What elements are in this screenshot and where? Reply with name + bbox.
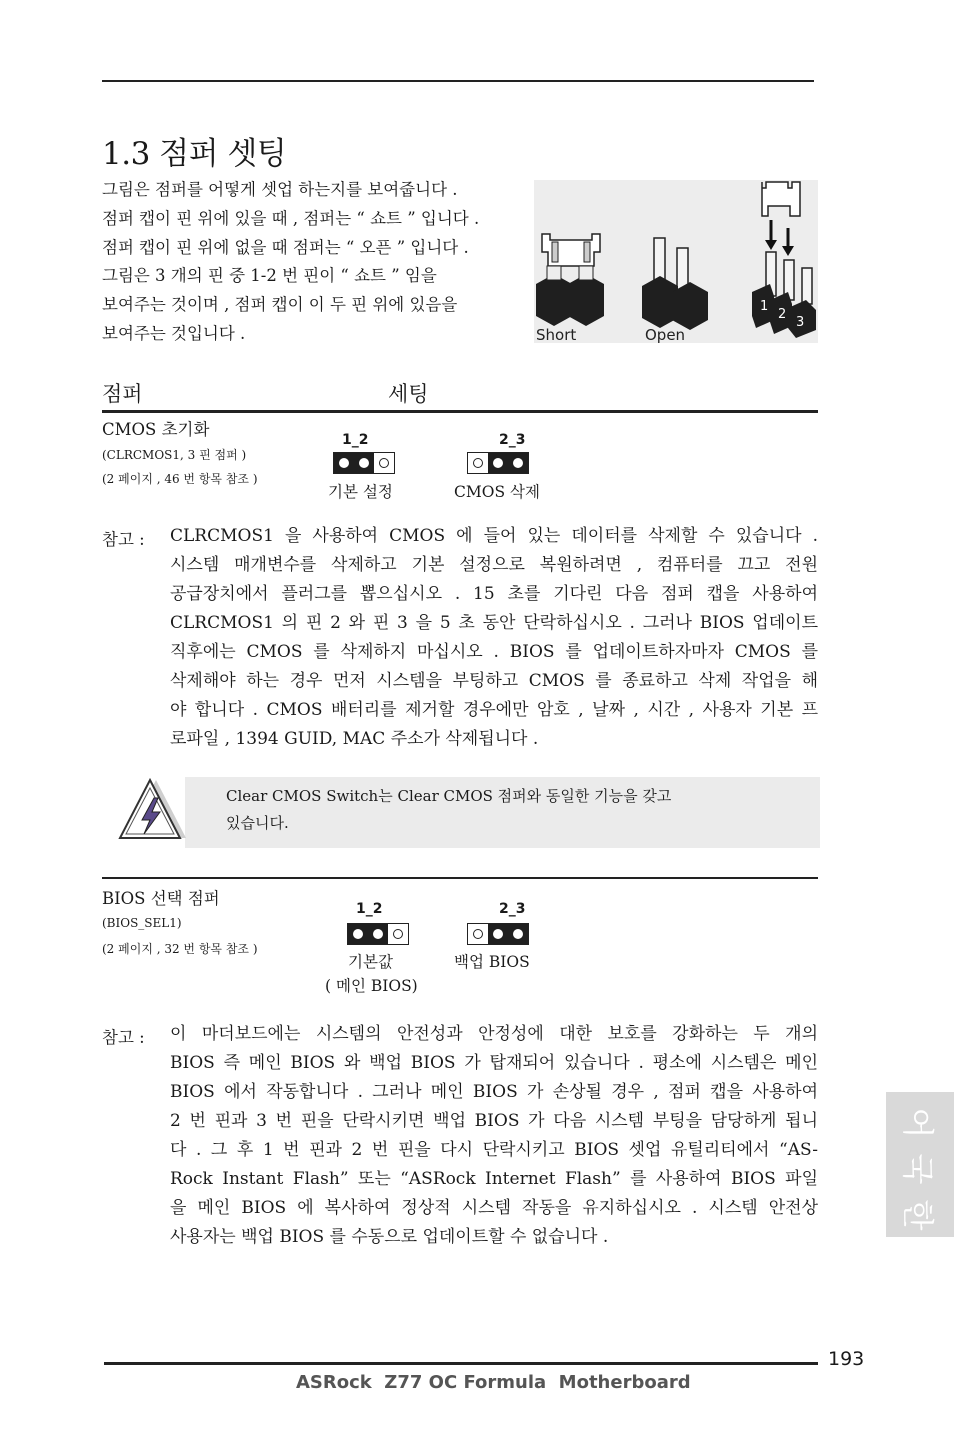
note-label: 참고 : [102, 530, 145, 549]
note-line: 을 메인 BIOS 에 복사하여 정상적 시스템 작동을 유지하십시오 . 시스템 안전상 [170, 1198, 818, 1218]
note-label: 참고 : [102, 1028, 145, 1047]
pin-number: 3 [796, 315, 805, 330]
bios-backup-jumper [467, 923, 529, 945]
open-label: Open [645, 326, 686, 343]
cmos-default-label: 기본 설정 [328, 483, 393, 501]
three-pin-jumper-graphic [752, 182, 816, 338]
table-header-setting: 세팅 [388, 382, 429, 406]
cmos-jumper-name: CMOS 초기화 [102, 420, 210, 439]
note-line: Rock Instant Flash” 또는 “ASRock Internet Flash” 를 사용하여 BIOS 파일 [170, 1169, 818, 1189]
pin-capped [488, 453, 508, 473]
note-line: 다 . 그 후 1 번 핀과 2 번 핀을 다시 단락시키고 BIOS 셋업 유틸리티에서 “AS- [170, 1140, 818, 1160]
callout-text [226, 783, 671, 837]
intro-paragraph [102, 176, 542, 349]
bios-default-sublabel: ( 메인 BIOS) [325, 977, 418, 995]
note-line: CLRCMOS1 을 사용하여 CMOS 에 들어 있는 데이터를 삭제할 수 있습니다 . [170, 526, 818, 546]
note-line: CLRCMOS1 의 핀 2 와 핀 3 을 5 초 동안 단락하십시오 . 그러나 BIOS 업데이트 [170, 613, 818, 633]
pin-label-2-3: 2_3 [499, 901, 526, 917]
intro-line: 보여주는 것이며 , 점퍼 캡이 이 두 핀 위에 있음을 [102, 295, 458, 315]
callout-line: Clear CMOS Switch는 Clear CMOS 점퍼와 동일한 기능을 갖고 [226, 787, 672, 805]
note-line: BIOS 에서 작동합니다 . 그러나 메인 BIOS 가 손상될 경우 , 점퍼 캡을 사용하여 [170, 1082, 818, 1102]
cmos-page-ref: (2 페이지 , 46 번 항목 참조 ) [102, 472, 258, 486]
pin-number: 1 [760, 299, 769, 314]
open-jumper-graphic [642, 238, 708, 330]
page-number: 193 [828, 1348, 865, 1370]
side-tab-char: 어 [899, 1107, 937, 1139]
note-line: 2 번 핀과 3 번 핀을 단락시키면 백업 BIOS 가 다음 시스템 부팅을 담당하게 됩니 [170, 1111, 818, 1131]
pin-capped [488, 924, 508, 944]
jumper-illustration [534, 180, 818, 343]
pin-open [468, 453, 488, 473]
bios-backup-label: 백업 BIOS [454, 953, 530, 971]
short-jumper-graphic [536, 234, 604, 326]
cmos-clear-label: CMOS 삭제 [454, 483, 540, 501]
note-line: 사용자는 백업 BIOS 를 수동으로 업데이트할 수 없습니다 . [170, 1227, 609, 1247]
pin-capped [348, 924, 368, 944]
bios-default-jumper [347, 923, 409, 945]
note-line: 직후에는 CMOS 를 삭제하지 마십시오 . BIOS 를 업데이트하자마자 CMOS 를 [170, 642, 818, 662]
pin-capped [334, 453, 354, 473]
callout-line: 있습니다. [226, 814, 289, 832]
bios-jumper-name: BIOS 선택 점퍼 [102, 889, 220, 908]
pin-capped [354, 453, 374, 473]
cmos-note-body [170, 522, 818, 754]
bios-section-rule [102, 877, 818, 879]
pin-label-2-3: 2_3 [499, 432, 526, 448]
table-header-jumper: 점퍼 [102, 382, 143, 406]
footer-product-name: ASRock Z77 OC Formula Motherboard [296, 1372, 691, 1393]
note-line: 공급장치에서 플러그를 뽑으십시오 . 15 초를 기다린 다음 점퍼 캡을 사용하여 [170, 584, 818, 604]
pin-label-1-2: 1_2 [356, 901, 383, 917]
pin-capped [368, 924, 388, 944]
pin-open [388, 924, 408, 944]
side-tab-char: 한 [899, 1199, 937, 1231]
side-tab-char: 국 [899, 1153, 937, 1185]
bios-note-body [170, 1020, 818, 1252]
intro-line: 점퍼 캡이 핀 위에 없을 때 점퍼는 “ 오픈 ” 입니다 . [102, 237, 469, 257]
table-header-rule [102, 410, 818, 413]
section-title: 1.3 점퍼 셋팅 [102, 136, 287, 172]
note-line: BIOS 즉 메인 BIOS 와 백업 BIOS 가 탑재되어 있습니다 . 평소에 시스템은 메인 [170, 1053, 818, 1073]
short-label: Short [536, 326, 577, 343]
intro-line: 그림은 점퍼를 어떻게 셋업 하는지를 보여줍니다 . [102, 180, 458, 199]
warning-icon [116, 776, 188, 844]
note-line: 삭제해야 하는 경우 먼저 시스템을 부팅하고 CMOS 를 종료하고 삭제 작업을 해 [170, 671, 818, 691]
bios-jumper-id: (BIOS_SEL1) [102, 916, 182, 930]
jumper-figure-svg [534, 180, 818, 343]
top-rule [102, 80, 814, 82]
intro-line: 보여주는 것입니다 . [102, 323, 246, 343]
footer-rule [104, 1362, 818, 1365]
bios-default-label: 기본값 [348, 953, 393, 971]
note-line: 야 합니다 . CMOS 배터리를 제거할 경우에만 암호 , 날짜 , 시간 , 사용자 기본 프 [170, 700, 818, 720]
cmos-jumper-id: (CLRCMOS1, 3 핀 점퍼 ) [102, 448, 247, 462]
pin-capped [508, 453, 528, 473]
note-line: 이 마더보드에는 시스템의 안전성과 안정성에 대한 보호를 강화하는 두 개의 [170, 1024, 818, 1044]
cmos-clear-jumper [467, 452, 529, 474]
pin-label-1-2: 1_2 [342, 432, 369, 448]
note-line: 로파일 , 1394 GUID, MAC 주소가 삭제됩니다 . [170, 729, 539, 749]
intro-line: 그림은 3 개의 핀 중 1-2 번 핀이 “ 쇼트 ” 임을 [102, 266, 437, 286]
intro-line: 점퍼 캡이 핀 위에 있을 때 , 점퍼는 “ 쇼트 ” 입니다 . [102, 208, 480, 228]
bios-page-ref: (2 페이지 , 32 번 항목 참조 ) [102, 942, 258, 956]
pin-capped [508, 924, 528, 944]
pin-open [374, 453, 394, 473]
cmos-default-jumper [333, 452, 395, 474]
language-side-tab [886, 1092, 954, 1237]
pin-open [468, 924, 488, 944]
pin-number: 2 [778, 307, 787, 322]
note-line: 시스템 매개변수를 삭제하고 기본 설정으로 복원하려면 , 컴퓨터를 끄고 전원 [170, 555, 818, 575]
